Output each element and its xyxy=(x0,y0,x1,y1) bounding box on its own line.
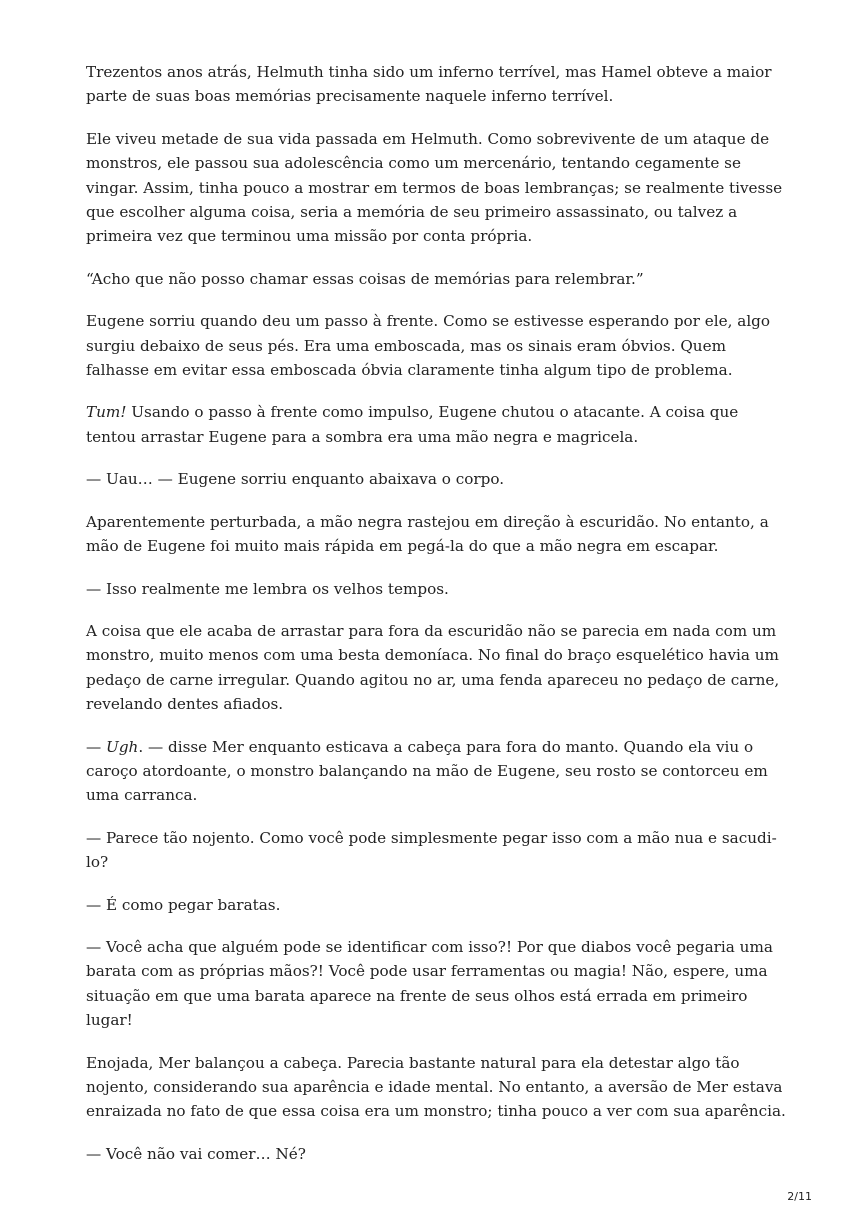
paragraph-15: — Você não vai comer… Né? xyxy=(86,1144,306,1163)
paragraph-12: — É como pegar baratas. xyxy=(86,895,281,914)
paragraph-7: Aparentemente perturbada, a mão negra rastejou em direção à escuridão. No entanto, a mão de Eugene foi muito mais rápida em pegá-la do que a mão negra em escapar. xyxy=(86,512,769,556)
page-number: 2/11 xyxy=(787,1190,812,1203)
paragraph-2: Ele viveu metade de sua vida passada em Helmuth. Como sobrevivente de um ataque de monstros, ele passou sua adolescência como um mercenário, tentando cegamente se vingar. Assim, tinha pouco a mostrar em termos de boas lembranças; se realmente tivesse que escolher alguma coisa, seria a memória de seu primeiro assassinato, ou talvez a primeira vez que terminou uma missão por conta própria. xyxy=(86,129,783,246)
paragraph-5 xyxy=(86,400,786,449)
paragraph-4: Eugene sorriu quando deu um passo à frente. Como se estivesse esperando por ele, algo surgiu debaixo de seus pés. Era uma emboscada, mas os sinais eram óbvios. Quem falhasse em evitar essa emboscada óbvia claramente tinha algum tipo de problema. xyxy=(86,312,771,380)
paragraph-13: — Você acha que alguém pode se identificar com isso?! Por que diabos você pegaria uma barata com as próprias mãos?! Você pode usar ferramentas ou magia! Não, espere, uma situação em que uma barata aparece na frente de seus olhos está errada em primeiro lugar! xyxy=(86,937,773,1030)
paragraph-8: — Isso realmente me lembra os velhos tempos. xyxy=(86,579,449,598)
onomatopoeia-tum: Tum! xyxy=(86,403,127,422)
paragraph-6: — Uau… — Eugene sorriu enquanto abaixava o corpo. xyxy=(86,470,505,489)
paragraph-14: Enojada, Mer balançou a cabeça. Parecia bastante natural para ela detestar algo tão nojento, considerando sua aparência e idade mental. No entanto, a aversão de Mer estava enraizada no fato de que essa coisa era um monstro; tinha pouco a ver com sua aparência. xyxy=(86,1053,786,1121)
paragraph-9: A coisa que ele acaba de arrastar para fora da escuridão não se parecia em nada com um monstro, muito menos com uma besta demoníaca. No final do braço esquelético havia um pedaço de carne irregular. Quando agitou no ar, uma fenda apareceu no pedaço de carne, revelando dentes afiados. xyxy=(86,621,780,714)
paragraph-5-text: Usando o passo à frente como impulso, Eugene chutou o atacante. A coisa que tentou arrastar Eugene para a sombra era uma mão negra e magricela. xyxy=(86,403,739,446)
paragraph-10: — Ugh. — disse Mer enquanto esticava a cabeça para fora do manto. Quando ela viu o caroço atordoante, o monstro balançando na mão de Eugene, seu rosto se contorceu em uma carranca. xyxy=(86,737,768,805)
paragraph-11: — Parece tão nojento. Como você pode simplesmente pegar isso com a mão nua e sacudi-lo? xyxy=(86,828,777,872)
document-page xyxy=(86,60,786,1184)
paragraph-3: “Acho que não posso chamar essas coisas de memórias para relembrar.” xyxy=(86,269,644,288)
paragraph-1: Trezentos anos atrás, Helmuth tinha sido um inferno terrível, mas Hamel obteve a maior parte de suas boas memórias precisamente naquele inferno terrível. xyxy=(86,63,772,106)
